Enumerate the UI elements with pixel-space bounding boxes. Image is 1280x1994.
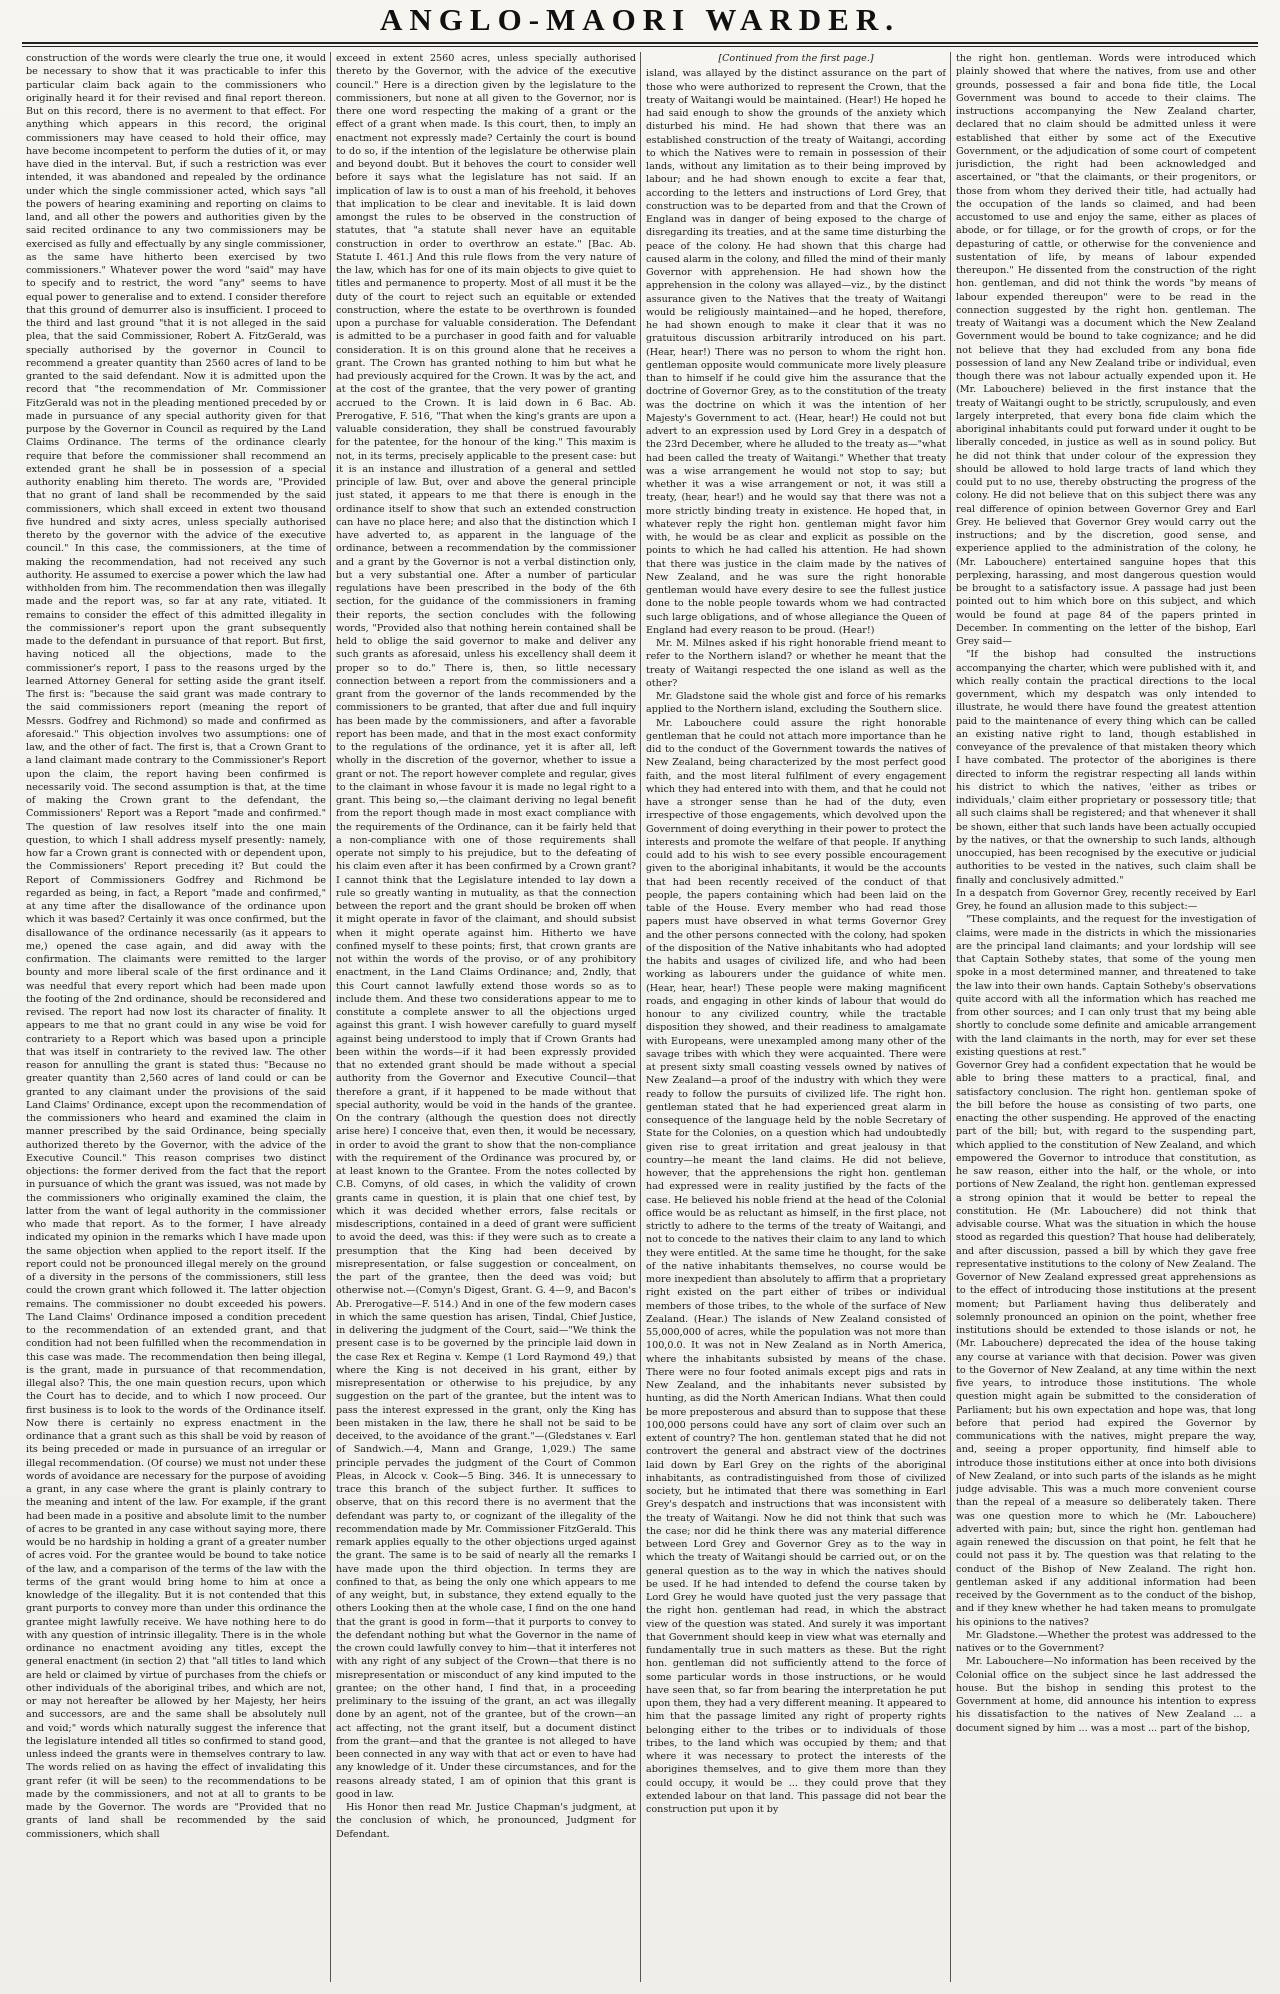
column-divider (330, 52, 331, 1982)
paragraph: Mr. Gladstone said the whole gist and force of his remarks applied to the Northern island, excluding the Southern slice. (646, 691, 946, 716)
paragraph: the right hon. gentleman. Words were introduced which plainly showed that where the natives, from use and other grounds, possessed a fair and bona fide title, the Local Government was bound to accede to their claims. The instructions accompanying the New Zealand charter, declared that no claim should be admitted unless it were established that either by some act of the Executive Government, or the adjudication of some court of competent jurisdiction, the right had been acknowledged and ascertained, or "that the claimants, or their progenitors, or those from whom they derived their title, had actually had the occupation of the lands so claimed, and had been accustomed to use and enjoy the same, either as places of abode, or for tillage, or for the growth of crops, or for the depasturing of cattle, or otherwise for the convenience and sustentation of life, by means of labour expended thereupon." He dissented from the construction of the right hon. gentleman, and did not think the words "by means of labour expended thereupon" were to be read in the connection suggested by the right hon. gentleman. The treaty of Waitangi was a document which the New Zealand Government would be bound to take cognizance; and he did not believe that they had excluded from any bona fide possession of land any New Zealand tribe or individual, even though there was not labour actually expended upon it. He (Mr. Labouchere) believed in the first instance that the treaty of Waitangi ought to be strictly, scrupulously, and even largely interpreted, that every bona fide claim which the aboriginal inhabitants could put forward under it ought to be liberally conceded, in justice as well as in sound policy. But he did not think that under colour of the expression they should be allowed to hold large tracts of land which they could put to no use, thereby obstructing the progress of the colony. He did not believe that on this subject there was any real difference of opinion between Governor Grey and Earl Grey. He believed that Governor Grey would carry out the instructions; and by the discretion, good sense, and experience applied to the administration of the colony, he (Mr. Labouchere) entertained sanguine hopes that this perplexing, harassing, and most dangerous question would be brought to a satisfactory issue. A passage had just been pointed out to him which bore on this subject, and which would be found at page 84 of the papers printed in December. In commenting on the letter of the bishop, Earl Grey said— (956, 53, 1256, 647)
column-1 (26, 52, 326, 1982)
paragraph: "These complaints, and the request for the investigation of claims, were made in the districts in which the missionaries are the principal land claimants; and your lordship will see that Captain Sotheby states, that some of the young men spoke in a most determined manner, and threatened to take the law into their own hands. Captain Sotheby's observations quite accord with all the information which has reached me from other sources; and I can only trust that my being able shortly to conclude some definite and amicable arrangement with the land claimants in the north, may for ever set these existing questions at rest." (956, 914, 1256, 1058)
paragraph: island, was allayed by the distinct assurance on the part of those who were authorized to represent the Crown, that the treaty of Waitangi would be maintained. (Hear!) He hoped he had said enough to show the grounds of the anxiety which disturbed his mind. He had shown that there was an established construction of the treaty of Waitangi, according to which the Natives were to remain in possession of their lands, without any limitation as to their being improved by labour; and he had shown enough to excite a fear that, according to the letters and instructions of Lord Grey, that construction was to be departed from and that the Crown of England was in danger of being exposed to the charge of disregarding its treaties, and at the same time disturbing the peace of the colony. He had shown that this charge had caused alarm in the colony, and filled the mind of their manly Governor with apprehension. He had shown how the apprehension in the colony was allayed—viz., by the distinct assurance given to the Natives that the treaty of Waitangi would be religiously maintained—and he hoped, therefore, he had shown enough to make it clear that it was no gratuitous discussion arbitrarily introduced on his part. (Hear, hear!) There was no person to whom the right hon. gentleman opposite would communicate more lively pleasure than to himself if he could give him the assurance that the doctrine of Governor Grey, as to the constitution of the treaty was the doctrine on which it was the intention of her Majesty's Government to act. (Hear, hear!) He could not but advert to an expression used by Lord Grey in a despatch of the 23rd December, where he alluded to the treaty as—"what had been called the treaty of Waitangi." Whether that treaty was a wise arrangement he would not stop to say; but whether it was a wise arrangement or not, it was still a treaty, (hear, hear!) and he would say that there was not a more strictly binding treaty in existence. He hoped that, in whatever reply the right hon. gentleman might favor him with, he would be as clear and explicit as possible on the points to which he had called his attention. He had shown that there was justice in the claim made by the natives of New Zealand, and he was sure the right honorable gentleman would have every desire to see the fullest justice done to the noble people towards whom we had contracted such large obligations, and of whose allegiance the Queen of England had every reason to be proud. (Hear!) (646, 68, 946, 636)
column-4 (956, 52, 1256, 1982)
paragraph: His Honor then read Mr. Justice Chapman's judgment, at the conclusion of which, he pronounced, Judgment for Defendant. (336, 1802, 636, 1840)
paragraph: Mr. M. Milnes asked if his right honorable friend meant to refer to the Northern island? or whether he meant that the treaty of Waitangi respected the one island as well as the other? (646, 638, 946, 689)
paragraph: construction of the words were clearly the true one, it would be necessary to show that it was practicable to infer this particular claim back again to the commissioners who originally heard it for their revised and final report thereon. But on this record, there is no averment to that effect. For anything which appears in this record, the original commissioners may have ceased to hold their office, may have become incompetent to perform the duties of it, or may have died in the interval. But, if such a restriction was ever intended, it was abandoned and repealed by the ordinance under which the single commissioner acted, which says "all the powers of hearing examining and reporting on claims to land, and all other the powers and authorities given by the said recited ordinance to any two commissioners may be exercised as fully and effectually by any single commissioner, as the same have hitherto been exercised by two commissioners." Whatever power the word "said" may have to specify and to restrict, the word "any" seems to have equal power to generalise and to extend. I consider therefore that this ground of demurrer also is insufficient. I proceed to the third and last ground "that it is not alleged in the said plea, that the said Commissioner, Robert A. FitzGerald, was specially authorised by the governor in Council to recommend a greater quantity than 2560 acres of land to be granted to the said defendant. Now it is admitted upon the record that "the recommendation of Mr. Commissioner FitzGerald was not in the pleading mentioned preceded by or made in pursuance of any special authority given for that purpose by the Governor in Council as required by the Land Claims Ordinance. The terms of the ordinance clearly require that before the commissioner shall recommend an extended grant he shall be in possession of a special authority enabling him thereto. The words are, "Provided that no grant of land shall be recommended by the said commissioners, which shall exceed in extent two thousand five hundred and sixty acres, unless specially authorised thereto by the governor with the advice of the executive council." In this case, the commissioners, at the time of making the recommendation, had not received any such authority. He assumed to exercise a power which the law had withholden from him. The recommendation then was illegally made and the report was, so far at any rate, vitiated. It remains to consider the effect of this admitted illegality in the commissioner's report upon the grant subsequently made to the defendant in pursuance of that report. But first, having noticed all the objections, made to the commissioner's report, I pass to the reasons urged by the learned Attorney General for setting aside the grant itself. The first is: "because the said grant was made contrary to the said commissioners report (meaning the report of Messrs. Godfrey and Richmond) so made and confirmed as aforesaid." This objection involves two assumptions: one of law, and the other of fact. The first is, that a Crown Grant to a land claimant made contrary to the Commissioner's Report upon the claim, the report having been confirmed is necessarily void. The second assumption is that, at the time of making the Crown grant to the defendant, the Commissioners' Report was a Report "made and confirmed." The question of law resolves itself into the one main question, to which I shall address myself presently: namely, how far a Crown grant is connected with or dependent upon, the Commissioners' Report preceding it? But could the Report of Commissioners Godfrey and Richmond be regarded as being, in fact, a Report "made and confirmed," at any time after the disallowance of the ordinance upon which it was based? Certainly it was once confirmed, but the disallowance of the ordinance necessarily (as it appears to me,) opened the case again, and did away with the confirmation. The claimants were remitted to the larger bounty and more liberal scale of the first ordinance and it was needful that every report which had been made upon the footing of the 2nd ordinance, should be reconsidered and revised. The report had now lost its character of finality. It appears to me that no grant could in any wise be void for contrariety to a Report which was based upon a principle that was itself in contrariety to the revived law. The other reason for annulling the grant is stated thus: "Because no greater quantity than 2,560 acres of land could or can be granted to any claimant under the provisions of the said Land Claims' Ordinance, except upon the recommendation of the commissioners who heard and examined the claim in manner prescribed by the said Ordinance, being specially authorized thereto by the Governor, with the advice of the Executive Council." This reason comprises two distinct objections: the former derived from the fact that the report in pursuance of which the grant was issued, was not made by the commissioners who originally examined the claim, the latter from the want of legal authority in the commissioner who made that report. As to the former, I have already indicated my opinion in the remarks which I have made upon the same objection when applied to the report itself. If the report could not be pronounced illegal merely on the ground of a diversity in the persons of the commissioners, still less could the crown grant which followed it. The latter objection remains. The commissioner no doubt exceeded his powers. The Land Claims' Ordinance imposed a condition precedent to the recommendation of an extended grant, and that condition had not been fulfilled when the recommendation in this case was made. The recommendation then being illegal, is the grant, made in pursuance of that recommendation, illegal also? This, the one main question recurs, upon which the Court has to decide, and to which I now proceed. Our first business is to look to the words of the Ordinance itself. Now there is certainly no express enactment in the ordinance that a grant such as this shall be void by reason of its being preceded or made in pursuance of an irregular or illegal recommendation. (Of course) we must not under these words of avoidance are necessary for the purpose of avoiding a grant, in any case where the grant is plainly contrary to the meaning and intent of the law. For example, if the grant had been made in a positive and absolute limit to the number of acres to be granted in any case without saying more, there would be no hardship in holding a grant of a greater number of acres void. For the grantee would be bound to take notice of the law, and a comparison of the terms of the law with the terms of the grant would bring home to him at once a knowledge of the illegality. But it is not contended that this grant purports to convey more than under this ordinance the grantee might lawfully receive. We have nothing here to do with any question of intrinsic illegality. There is in the whole ordinance no enactment avoiding any titles, except the general enactment (in section 2) that "all titles to land which are held or claimed by virtue of purchases from the chiefs or other individuals of the aboriginal tribes, and which are not, or may not hereafter be allowed by her Majesty, her heirs and successors, are and the same shall be absolutely null and void;" words which naturally suggest the inference that the legislature intended all titles so confirmed to stand good, unless indeed the grants were in themselves contrary to law. The words relied on as having the effect of invalidating this grant refer (it will be seen) to the recommendations to be made by the commissioners, and not at all to grants to be made by the Governor. The words are "Provided that no grants of land shall be recommended by the said commissioners, which shall (26, 53, 326, 1840)
paragraph: exceed in extent 2560 acres, unless specially authorised thereto by the Governor, with the advice of the executive council." Here is a direction given by the legislature to the commissioners, but none at all given to the Governor, nor is there one word respecting the making of a grant or the effect of a grant when made. Is this court, then, to imply an enactment not expressly made? Certainly the court is bound to do so, if the intention of the legislature be otherwise plain and beyond doubt. But it behoves the court to consider well before it says what the legislature has not said. If an implication of law is to oust a man of his freehold, it behoves that implication to be clear and inevitable. It is laid down amongst the rules to be observed in the construction of statutes, that "a statute shall never have an equitable construction in order to overthrow an estate." [Bac. Ab. Statute I. 461.] And this rule flows from the very nature of the law, which has for one of its main objects to give quiet to titles and permanence to property. Most of all must it be the duty of the court to reject such an equitable or extended construction, where the estate to be overthrown is founded upon a purchase for valuable consideration. The Defendant is admitted to be a purchaser in good faith and for valuable consideration. It is on this ground alone that he receives a grant. The Crown has granted nothing to him but what he had previously acquired for the Crown. It was by the act, and at the cost of the grantee, that the very power of granting accrued to the Crown. It is laid down in 6 Bac. Ab. Prerogative, F. 516, "That when the king's grants are upon a valuable consideration, they shall be construed favourably for the patentee, for the honour of the king." This maxim is not, in its terms, precisely applicable to the present case: but it is an instance and illustration of a general and settled principle of law. But, over and above the general principle just stated, it appears to me that there is enough in the ordinance itself to show that such an extended construction can have no place here; and also that the distinction which I have adverted to, as apparent in the language of the ordinance, between a recommendation by the commissioner and a grant by the Governor is not a verbal distinction only, but a very substantial one. After a number of particular regulations have been prescribed in the body of the 6th section, for the guidance of the commissioners in framing their reports, the section concludes with the following words, "Provided also that nothing herein contained shall be held to oblige the said governor to make and deliver any such grants as aforesaid, unless his excellency shall deem it proper so to do." There is, then, so little necessary connection between a report from the commissioners and a grant from the governor of the lands recommended by the commissioners to be granted, that after due and full inquiry has been made by the commissioners, and after a favorable report has been made, and that in the most exact conformity to the regulations of the ordinance, yet it is after all, left wholly in the discretion of the governor, whether to issue a grant or not. The report however complete and regular, gives to the claimant in whose favour it is made no legal right to a grant. This being so,—the claimant deriving no legal benefit from the report though made in most exact compliance with the requirements of the Ordinance, can it be fairly held that a non-compliance with one of those requirements shall operate not simply to his prejudice, but to the defeating of his claim even after it has been confirmed by a Crown grant? I cannot think that the Legislature intended to lay down a rule so greatly wanting in mutuality, as that the connection between the report and the grant should be broken off when it might operate in favor of the claimant, and should subsist when it might operate against him. Hitherto we have confined myself to these points; first, that crown grants are not within the words of the proviso, or of any prohibitory enactment, in the Land Claims Ordinance; and, 2ndly, that this Court cannot lawfully extend those words so as to include them. And these two considerations appear to me to constitute a complete answer to all the objections urged against this grant. I wish however carefully to guard myself against being understood to imply that if Crown Grants had been within the words—if it had been expressly provided that no extended grant should be made without a special authority from the Governor and Executive Council—that therefore a grant, if it happened to be made without that special authority, would be void in the hands of the grantee. On the contrary (although the question does not directly arise here) I conceive that, even then, it would be necessary, in order to avoid the grant to show that the non-compliance with the requirement of the Ordinance was procured by, or at least known to the Grantee. From the notes collected by C.B. Comyns, of old cases, in which the validity of crown grants came in question, it is plain that one chief test, by which it was decided whether errors, false recitals or misdescriptions, contained in a deed of grant were sufficient to avoid the deed, was this: if they were such as to create a presumption that the King had been deceived by misrepresentation, or false suggestion or concealment, on the part of the grantee, then the deed was void; but otherwise not.—(Comyn's Digest, Grant. G. 4—9, and Bacon's Ab. Prerogative—F. 514.) And in one of the few modern cases in which the same question has arisen, Tindal, Chief Justice, in delivering the judgment of the Court, said—"We think the present case is to be governed by the principle laid down in the case Rex et Regina v. Kempe (1 Lord Raymond 49,) that where the King is not deceived in his grant, either by misrepresentation or otherwise to his prejudice, by any suggestion on the part of the grantee, but the intent was to pass the interest expressed in the grant, only the King has been mistaken in the law, there he shall not be said to be deceived, to the avoidance of the grant."—(Gledstanes v. Earl of Sandwich.—4, Mann and Grange, 1,029.) The same principle pervades the judgment of the Court of Common Pleas, in Alcock v. Cook—5 Bing. 346. It is unnecessary to trace this branch of the subject further. It suffices to observe, that on this record there is no averment that the defendant was party to, or cognizant of the illegality of the recommendation made by Mr. Commissioner FitzGerald. This remark applies equally to the other objections urged against the grant. The same is to be said of nearly all the remarks I have made upon the third objection. In terms they are confined to that, as being the only one which appears to me of any weight, but, in substance, they extend equally to the others Looking then at the whole case, I find on the one hand that the grant is good in form—that it purports to convey to the defendant nothing but what the Governor in the name of the crown could lawfully convey to him—that it interferes not with any right of any subject of the Crown—that there is no misrepresentation or misconduct of any kind imputed to the grantee; on the other hand, I find that, in a proceeding preliminary to the issuing of the grant, an act was illegally done by an agent, not of the grantee, but of the crown—an act affecting, not the grant itself, but a document distinct from the grant—and that the grantee is not alleged to have been connected in any way with that act or even to have had any knowledge of it. Under these circumstances, and for the reasons already stated, I am of opinion that this grant is good in law. (336, 53, 636, 1800)
paragraph: Mr. Gladstone.—Whether the protest was addressed to the natives or to the Government? (956, 1629, 1256, 1654)
column-divider (950, 52, 951, 1982)
paragraph: Mr. Labouchere could assure the right honorable gentleman that he could not attach more importance than he did to the conduct of the Government towards the natives of New Zealand, being characterized by the most perfect good faith, and the most literal fulfilment of every engagement which they had entered into with them, and that he could not have a stronger sense than he had of the duty, even irrespective of those engagements, which devolved upon the Government of doing everything in their power to protect the interests and promote the welfare of that people. If anything could add to his wish to see every possible encouragement given to the aboriginal inhabitants, it would be the accounts that had been recently received of the conduct of that people, the papers containing which had been laid on the table of the House. Every member who had read those papers must have observed in what terms Governor Grey and the other persons connected with the colony, had spoken of the disposition of the Native inhabitants who had adopted the habits and usages of civilized life, and who had been working as labourers under the guidance of white men. (Hear, hear, hear!) These people were making magnificent roads, and engaging in other kinds of labour that would do honour to any civilized country, while the tractable disposition they showed, and their readiness to amalgamate with Europeans, were unexampled among many other of the savage tribes with which they were acquainted. There were at present sixty small coasting vessels owned by natives of New Zealand—a proof of the industry with which they were ready to follow the pursuits of civilized life. The right hon. gentleman stated that he had experienced great alarm in consequence of the language held by the noble Secretary of State for the Colonies, on a question which had undoubtedly given rise to great irritation and great jealousy in that country—he meant the land claims. He did not believe, however, that the apprehensions the right hon. gentleman had expressed were in reality justified by the facts of the case. He believed his noble friend at the head of the Colonial office would be as reluctant as himself, in the first place, not strictly to adhere to the terms of the treaty of Waitangi, and not to concede to the natives their claim to any land to which they were entitled. At the same time he thought, for the sake of the native inhabitants themselves, no course would be more inexpedient than absolutely to affirm that a proprietary right existed on the part either of tribes or individual members of those tribes, to the whole of the surface of New Zealand. (Hear.) The islands of New Zealand consisted of 55,000,000 of acres, while the population was not more than 100,0.0. It was not in New Zealand as in North America, where the inhabitants subsisted by means of the chase. There were no four footed animals except pigs and rats in New Zealand, and the inhabitants never subsisted by hunting, as did the North American Indians. What then could be more preposterous and absurd than to suppose that these 100,000 persons could have any sort of claim over such an extent of country? The hon. gentleman stated that he did not controvert the general and abstract view of the doctrines laid down by Earl Grey on the rights of the aboriginal inhabitants, as contradistinguished from those of civilized society, but he intimated that there was something in Earl Grey's despatch and instructions that was inconsistent with the treaty of Waitangi. Now he did not think that such was the case; nor did he think there was any material difference between Lord Grey and Governor Grey as to the way in which the treaty of Waitangi should be carried out, or on the general question as to the way in which the natives should be used. If he had intended to defend the course taken by Lord Grey he would have quoted just the very passage that the right hon. gentleman had read, in which the abstract view of the question was stated. And surely it was important that Government should keep in view what was eternally and fundamentally true in such matters as these. But the right hon. gentleman did not sufficiently attend to the force of some particular words in those instructions, or he would have seen that, so far from bearing the interpretation he put upon them, they had a very different meaning. It appeared to him that the passage limited any right of property rights belonging either to the tribes or to individuals of those tribes, to the land which was occupied by them; and that where it was necessary to protect the interests of the aborigines themselves, and to give them more than they could occupy, it would be ... they could prove that they extended labour on that land. This passage did not bear the construction put upon it by (646, 717, 946, 1815)
paragraph: Mr. Labouchere—No information has been received by the Colonial office on the subject since he last addressed the house. But the bishop in sending this protest to the Government at home, did announce his intention to express his dissatisfaction to the natives of New Zealand ... a document signed by him ... was a most ... part of the bishop, (956, 1656, 1256, 1734)
continued-notice: [Continued from the first page.] (718, 53, 874, 64)
masthead-rule (22, 42, 1258, 47)
paragraph: "If the bishop had consulted the instructions accompanying the charter, which were published with it, and which really contain the practical directions to the local government, which my despatch was only intended to illustrate, he would there have found the greatest attention paid to the maintenance of every thing which can be called an existing native right to land, though established in conveyance of the prevalence of that mistaken theory which I have combated. The protector of the aborigines is there directed to inform the registrar respecting all lands within his district to which the natives, 'either as tribes or individuals,' claim either proprietary or possessory title; that all such claims shall be registered; and that whenever it shall be shown, either that such lands have been actually occupied by the natives, or that the ownership to such lands, although unoccupied, has been recognised by the executive or judicial authorities to be vested in the natives, such claim shall be finally and conclusively admitted." (956, 649, 1256, 886)
paragraph: Governor Grey had a confident expectation that he would be able to bring these matters to a practical, final, and satisfactory conclusion. The right hon. gentleman spoke of the bill before the house as consisting of two parts, one enacting the other suspending. He approved of the enacting part of the bill; but, with regard to the suspending part, which applied to the constitution of New Zealand, and which empowered the Governor to introduce that constitution, as he saw reason, either into the half, or the whole, or into portions of New Zealand, the right hon. gentleman expressed a strong opinion that it would be better to repeal the constitution. He (Mr. Labouchere) did not think that advisable course. What was the situation in which the house stood as regarded this question? That house had deliberately, and after discussion, passed a bill by which they gave free representative institutions to the colony of New Zealand. The Governor of New Zealand expressed great apprehensions as to the effect of introducing those institutions at the present moment; but Parliament having thus deliberately and solemnly pronounced an opinion on the point, whether free institutions should be extended to those islands or not, he (Mr. Labouchere) deprecated the idea of the house taking any course at variance with that decision. Power was given to the Governor of New Zealand, at any time within the next five years, to introduce those institutions. The whole question might again be submitted to the consideration of Parliament; but his own expectation and hope was, that long before that period had expired the Governor by communications with the natives, might prepare the way, and, seeing a proper opportunity, find himself able to introduce those institutions either at once into both divisions of New Zealand, or into such parts of the islands as he might judge advisable. This was a much more convenient course than the repeal of a measure so deliberately taken. There was one question more to which he (Mr. Labouchere) adverted with pain; but, since the right hon. gentleman had again renewed the discussion on that point, he felt that he could not pass it by. The question was that relating to the conduct of the Bishop of New Zealand. The right hon. gentleman asked if any additional information had been received by the Government as to the conduct of the bishop, and if they knew whether he had taken means to promulgate his opinions to the natives? (956, 1060, 1256, 1628)
column-divider (640, 52, 641, 1982)
column-2 (336, 52, 636, 1982)
paragraph: In a despatch from Governor Grey, recently received by Earl Grey, he found an allusion made to this subject:— (956, 887, 1256, 912)
column-3 (646, 52, 946, 1982)
masthead-title: ANGLO-MAORI WARDER. (380, 2, 900, 37)
